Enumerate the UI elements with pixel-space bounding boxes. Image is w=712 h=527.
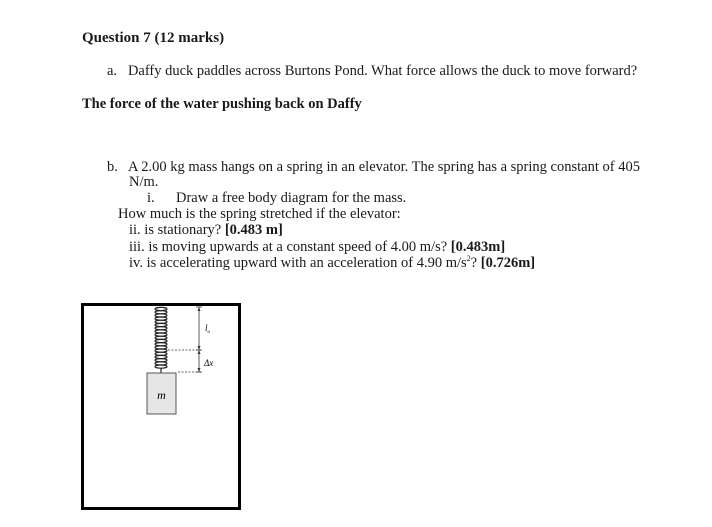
sub-question-i (147, 190, 406, 207)
part-a-label: a. (107, 63, 118, 79)
sub-question-ii-text: ii. is stationary? (129, 222, 222, 238)
sub-question-ii (129, 222, 283, 239)
part-b-text-line2: N/m. (129, 174, 159, 190)
sub-question-i-number: i. (147, 190, 155, 206)
sub-question-iv-text-end: ? (470, 255, 478, 271)
part-a-answer: The force of the water pushing back on Daffy (82, 96, 362, 112)
sub-question-iv-answer: [0.726m] (480, 255, 536, 271)
sub-question-iv (129, 255, 535, 272)
part-b-label: b. (107, 159, 118, 175)
question-heading: Question 7 (12 marks) (82, 30, 225, 46)
sub-question-iii-answer: [0.483m] (450, 239, 506, 255)
how-much-prompt: How much is the spring stretched if the elevator: (118, 206, 401, 222)
part-b-question-line1 (107, 159, 640, 176)
part-a-text: Daffy duck paddles across Burtons Pond. What force allows the duck to move forward? (127, 63, 638, 79)
elevator-spring-diagram (80, 302, 244, 517)
mass-label: m (157, 388, 166, 402)
sub-question-iii (129, 239, 505, 256)
sub-question-iii-text: iii. is moving upwards at a constant speed of 4.00 m/s? (129, 239, 448, 255)
sub-question-i-text: Draw a free body diagram for the mass. (176, 190, 407, 206)
part-a-question (107, 63, 637, 80)
natural-length-label: $l_o$ (205, 323, 211, 335)
stretch-label: Δx (204, 358, 214, 368)
sub-question-iv-superscript: 2 (466, 254, 471, 264)
sub-question-ii-answer: [0.483 m] (224, 222, 283, 238)
sub-question-iv-text: iv. is accelerating upward with an acceleration of 4.90 m/s (129, 255, 467, 271)
part-b-text-line1: A 2.00 kg mass hangs on a spring in an elevator. The spring has a spring constant of 405 (127, 159, 640, 175)
